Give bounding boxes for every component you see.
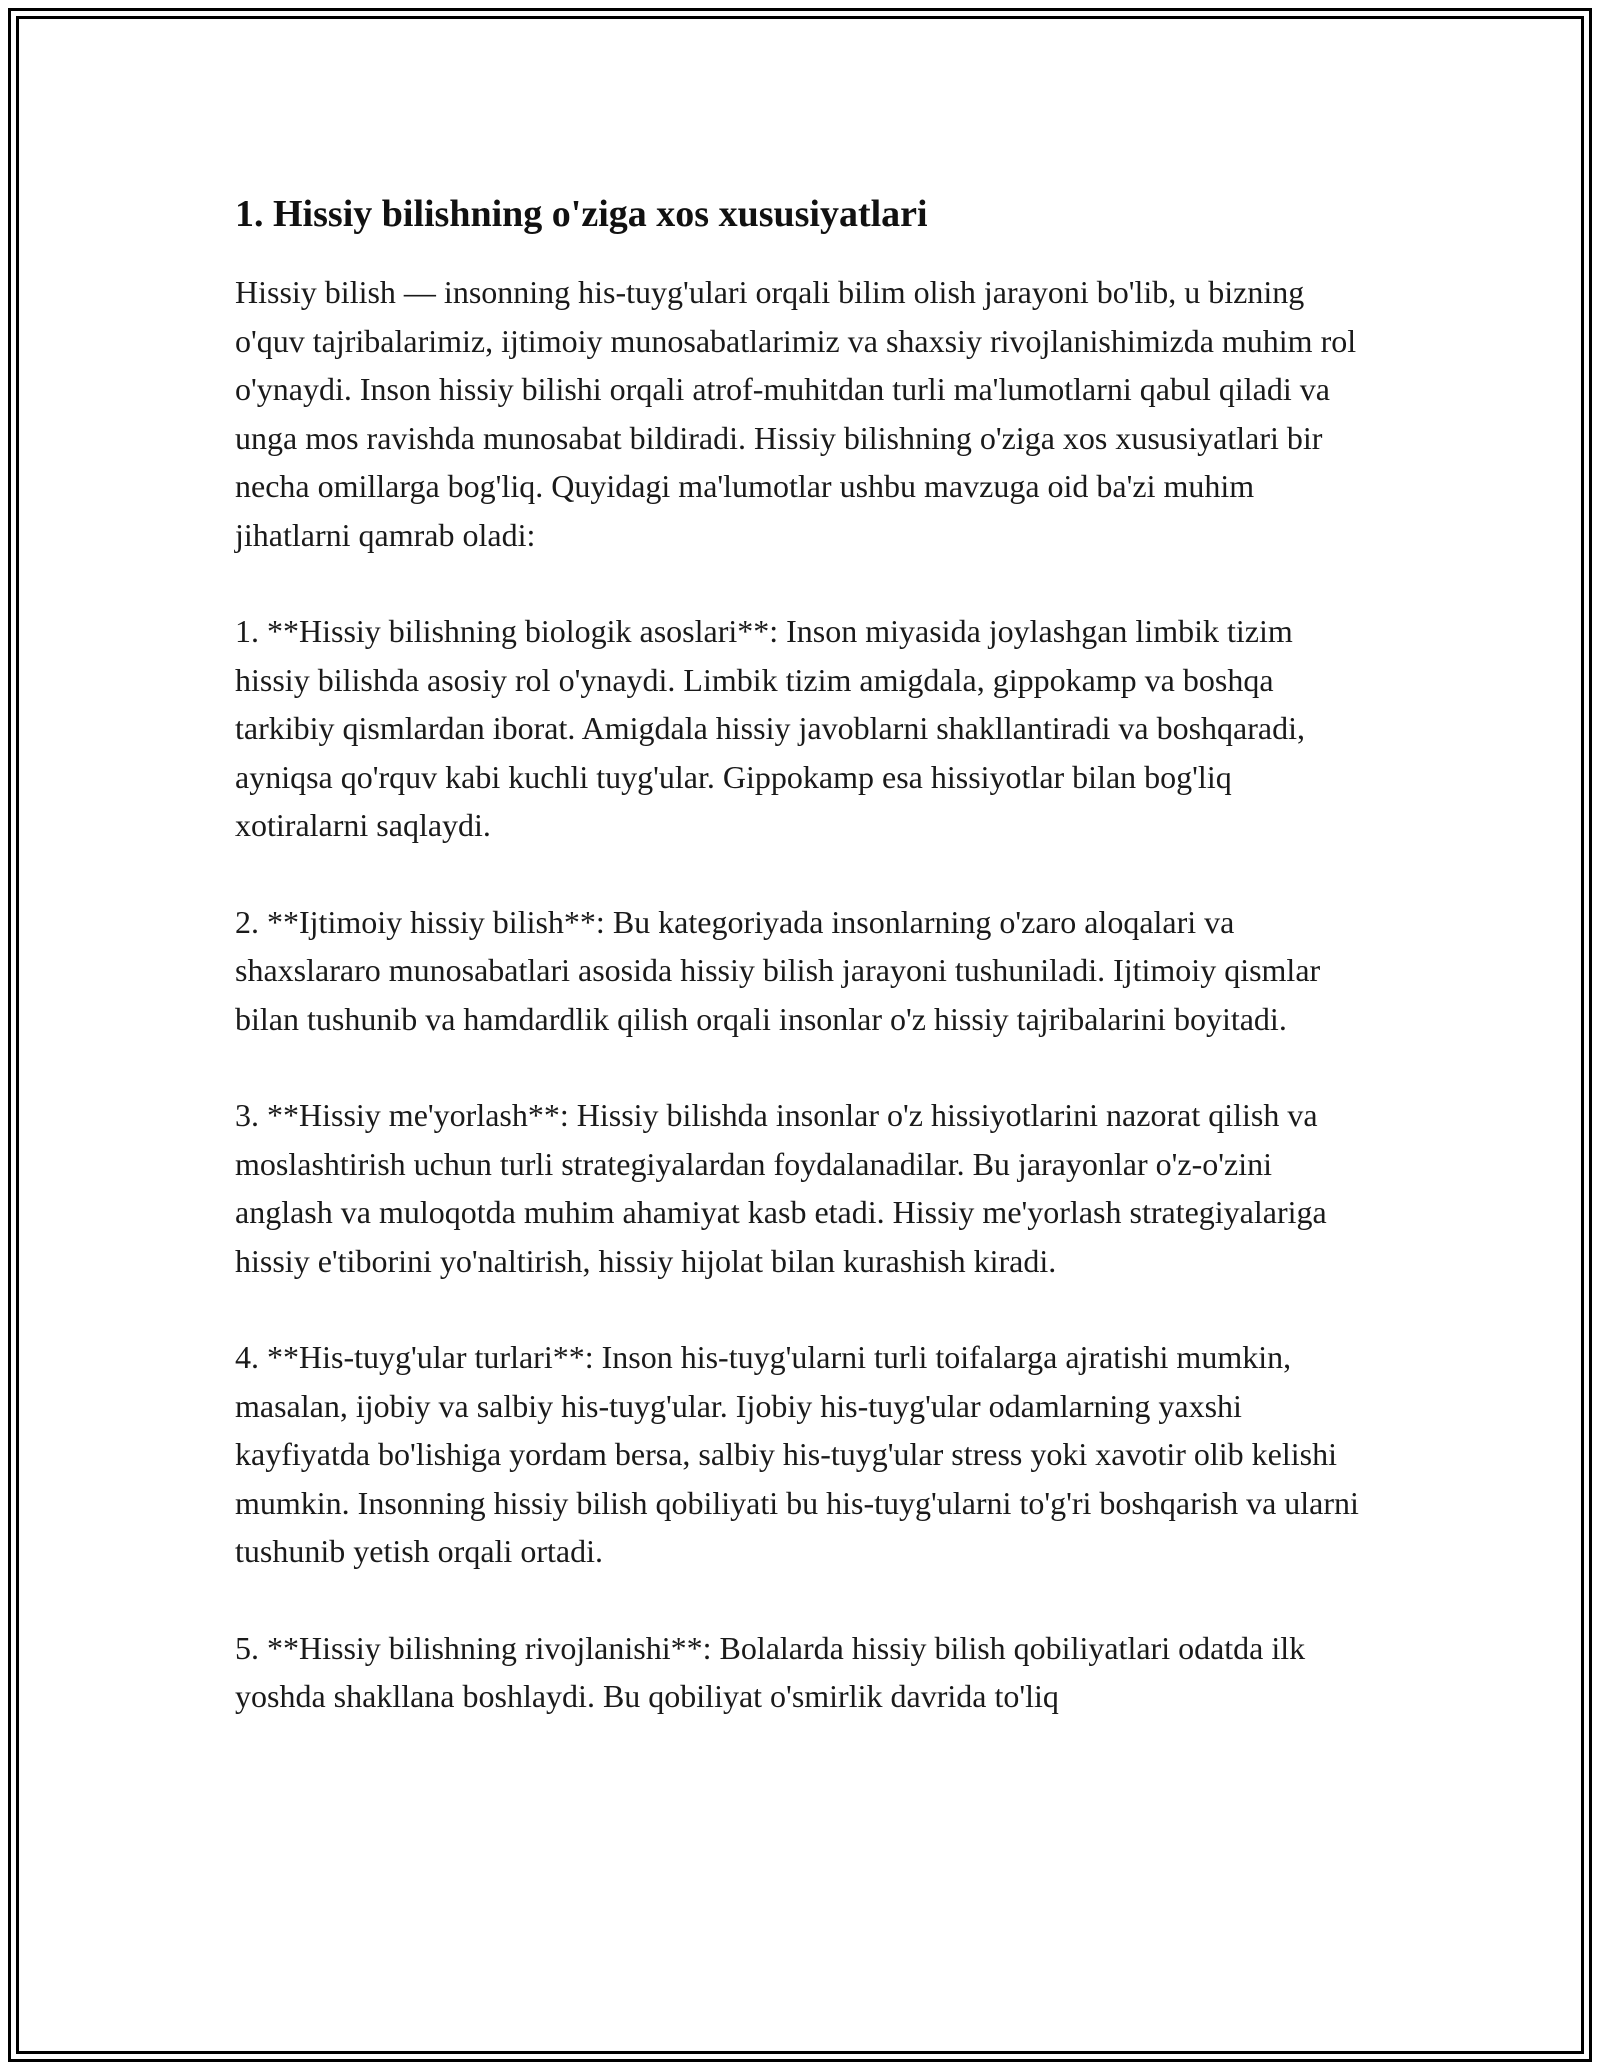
intro-paragraph: Hissiy bilish — insonning his-tuyg'ulari orqali bilim olish jarayoni bo'lib, u bizning o'quv tajribalarimiz, ijtimoiy munosabatlarimiz va shaxsiy rivojlanishimizda muhim rol o'ynaydi. Inson hissiy bilishi orqali atrof-muhitdan turli ma'lumotlarni qabul qiladi va unga mos ravishda munosabat bildiradi. Hissiy bilishning o'ziga xos xususiyatlari bir necha omillarga bog'liq. Quyidagi ma'lumotlar ushbu mavzuga oid ba'zi muhim jihatlarni qamrab oladi: — [235, 274, 1357, 553]
document-title: 1. Hissiy bilishning o'ziga xos xususiyatlari — [235, 193, 928, 235]
paragraph-biological-basis: 1. **Hissiy bilishning biologik asoslari**: Inson miyasida joylashgan limbik tizim hissiy bilishda asosiy rol o'ynaydi. Limbik tizim amigdala, gippokamp va boshqa tarkibiy qismlardan iborat. Amigdala hissiy javoblarni shakllantiradi va boshqaradi, ayniqsa qo'rquv kabi kuchli tuyg'ular. Gippokamp esa hissiyotlar bilan bog'liq xotiralarni saqlaydi. — [235, 613, 1305, 843]
paragraph-emotion-types: 4. **His-tuyg'ular turlari**: Inson his-tuyg'ularni turli toifalarga ajratishi mumkin, masalan, ijobiy va salbiy his-tuyg'ular. Ijobiy his-tuyg'ular odamlarning yaxshi kayfiyatda bo'lishiga yordam bersa, salbiy his-tuyg'ular stress yoki xavotir olib kelishi mumkin. Insonning hissiy bilish qobiliyati bu his-tuyg'ularni to'g'ri boshqarish va ularni tushunib yetish orqali ortadi. — [235, 1339, 1359, 1569]
paragraph-development: 5. **Hissiy bilishning rivojlanishi**: Bolalarda hissiy bilish qobiliyatlari odatda ilk yoshda shakllana boshlaydi. Bu qobiliyat o'smirlik davrida to'liq — [235, 1629, 1306, 1714]
paragraph-emotional-regulation: 3. **Hissiy me'yorlash**: Hissiy bilishda insonlar o'z hissiyotlarini nazorat qilish va moslashtirish uchun turli strategiyalardan foydalanadilar. Bu jarayonlar o'z-o'zini anglash va muloqotda muhim ahamiyat kasb etadi. Hissiy me'yorlash strategiyalariga hissiy e'tiborini yo'naltirish, hissiy hijolat bilan kurashish kiradi. — [235, 1097, 1327, 1279]
paragraph-social-cognition: 2. **Ijtimoiy hissiy bilish**: Bu kategoriyada insonlarning o'zaro aloqalari va shaxslararo munosabatlari asosida hissiy bilish jarayoni tushuniladi. Ijtimoiy qismlar bilan tushunib va hamdardlik qilish orqali insonlar o'z hissiy tajribalarini boyitadi. — [235, 903, 1321, 1037]
document-body — [235, 188, 1365, 1769]
